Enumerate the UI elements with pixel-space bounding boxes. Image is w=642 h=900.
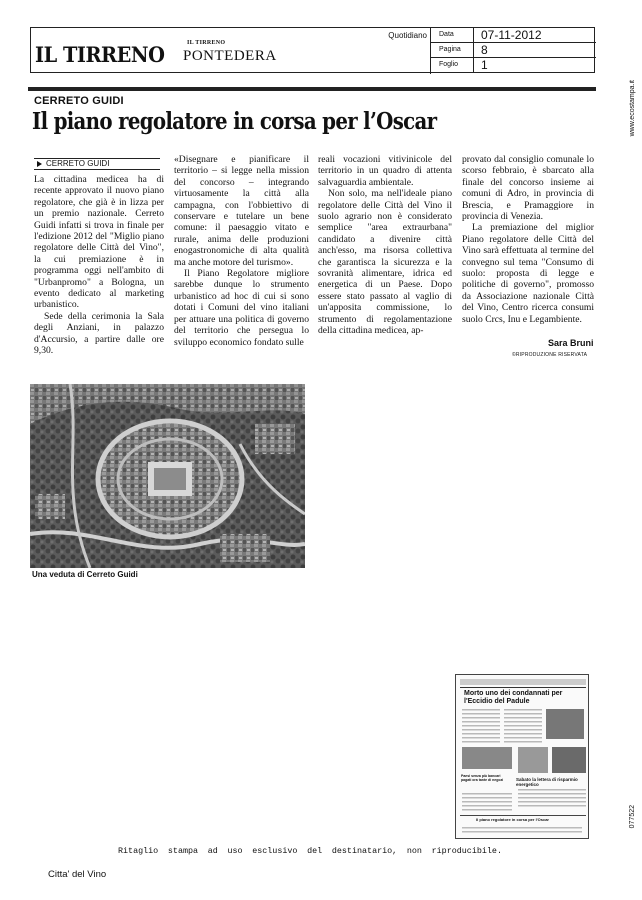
article-column-3 [318,154,452,337]
article-column-2 [174,154,309,348]
rights-notice: ©RIPRODUZIONE RISERVATA [512,352,588,358]
thumbnail-headline: Morto uno dei condannati per l'Eccidio del Padule [464,690,563,705]
frequency-label: Quotidiano [388,31,427,40]
article-column-1 [34,174,164,357]
clipping-disclaimer: Ritaglio stampa ad uso esclusivo del destinatario, non riproducibile. [118,846,502,856]
thumbnail-subheadline: Il piano regolatore in corsa per l'Oscar [476,817,549,822]
clipping-meta [431,28,596,74]
newspaper-logo: IL TIRRENO [35,42,165,67]
paragraph: Sede della cerimonia la Sala degli Anziani, in palazzo d'Accursio, a partire dalle ore 9,30. [34,310,164,357]
aerial-photo [30,384,305,568]
article [28,87,596,372]
clipping-header [30,27,595,73]
side-code: 077522 [629,805,636,829]
newspaper-logo-small: IL TIRRENO [187,40,226,46]
newspaper-brand [31,28,431,74]
paragraph: «Disegnare e pianificare il territorio – si legge nella mission del concorso – integrando virtuosamente la città alla campagna, con l'obbiettivo di conservare e tutelare un bene comune: il paesaggio vitato e rurale, anima delle produzioni enogastronomiche di alta qualità ma anche motore del turismo». [174,154,309,268]
thumbnail-subheadline: Sabato la lettera di risparmio energetico [516,777,578,787]
paragraph: provato dal consiglio comunale lo scorso febbraio, è sbarcato alla finale del concorso insieme ai comuni di Adro, in provincia di Brescia, e Pramaggiore in provincia di Venezia. [462,154,594,223]
aerial-town-image [30,384,305,568]
date-value: 07-11-2012 [481,28,542,42]
edition-name: PONTEDERA [183,48,277,64]
page-row [431,43,596,58]
photo-caption: Una veduta di Cerreto Guidi [32,570,138,579]
page-thumbnail [455,674,589,839]
page-value: 8 [481,43,488,57]
article-column-4 [462,154,594,325]
paragraph: La premiazione del miglior Piano regolatore delle Città del Vino sarà effettuata al termine del convegno sul tema "Consumo di suolo: proposta di legge e politiche di governo", promosso da Associazione nazionale Città del Vino, Centro ricerca consumi suolo Crcs, Inu e Legambiente. [462,222,594,325]
triangle-icon [37,161,42,167]
client-footer: Citta' del Vino [48,869,107,880]
page-label: Pagina [439,46,461,53]
paragraph: La cittadina medicea ha di recente approvato il nuovo piano regolatore, che già è in lizza per un premio nazionale. Cerreto Guidi infatti si trova in finale per l'edizione 2012 del "Miglio piano regolatore delle Città del Vino", la cui premiazione è in programma oggi nell'ambito di "Urbanpromo" a Bologna, un evento dedicato al marketing urbanistico. [34,174,164,311]
thumbnail-subheadline: Paesi senza più bancari pagati ora tante di negozi [461,774,504,783]
article-headline: Il piano regolatore in corsa per l’Oscar [32,108,437,135]
section-tag [34,158,160,170]
date-row [431,28,596,43]
paragraph: Non solo, ma nell'ideale piano regolatore delle Città del Vino il suolo agrario non è considerato semplice "area extraurbana" candidato a divenire città anch'esso, ma risorsa collettiva che garantisca la sicurezza e la sovranità alimentare, idrica ed energetica di un Paese. Dopo essere stato passato al vaglio di un'apposita commissione, lo strumento di regolamentazione della cittadina medicea, ap- [318,188,452,337]
sheet-row [431,58,596,73]
article-kicker: CERRETO GUIDI [34,95,124,107]
section-tag-label: CERRETO GUIDI [46,159,110,168]
paragraph: Il Piano Regolatore migliore sarebbe dunque lo strumento urbanistico ad hoc di cui si sono dotati i Comuni del vino italiani per attuare una politica di governo del territorio che persegua lo sviluppo economico fondato sulle [174,268,309,348]
sheet-label: Foglio [439,61,459,68]
byline: Sara Bruni [548,338,594,348]
paragraph: reali vocazioni vitivinicole del territorio in un quadro di attenta salvaguardia ambientale. [318,154,452,188]
date-label: Data [439,31,454,38]
side-url: www.ecostampa.it [629,80,636,137]
sheet-value: 1 [481,58,488,72]
